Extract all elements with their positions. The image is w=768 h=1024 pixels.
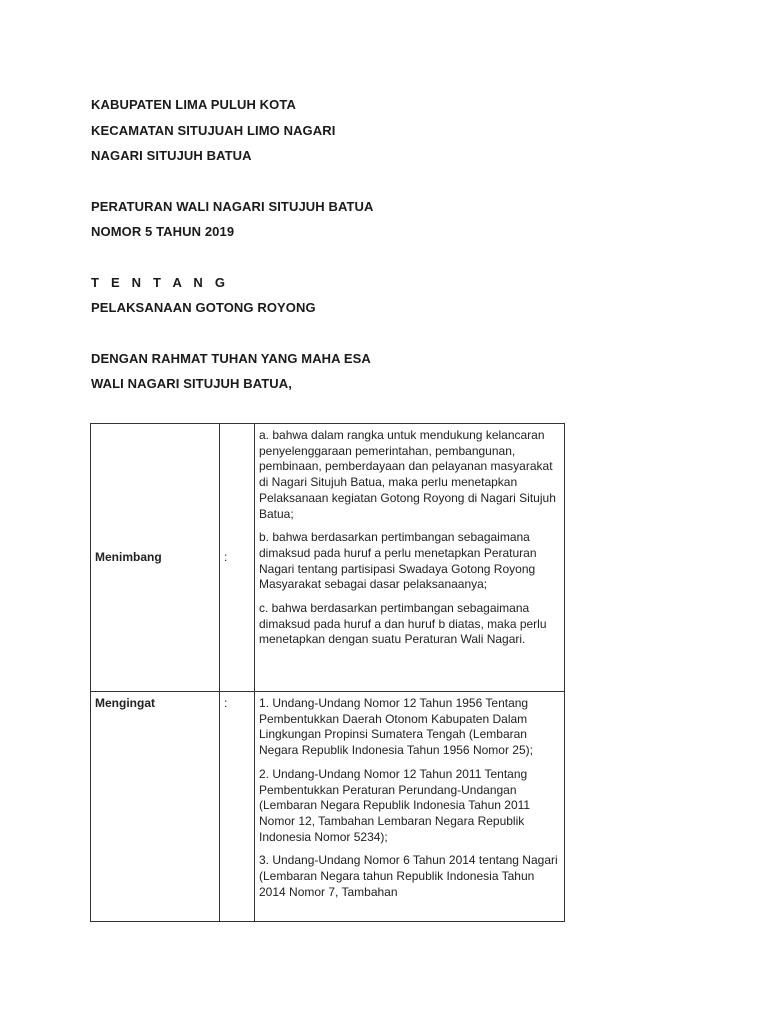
tentang-heading: T E N T A N G <box>91 274 230 290</box>
issuer-line: WALI NAGARI SITUJUH BATUA, <box>91 376 292 391</box>
spacer <box>91 321 651 346</box>
regulation-subject: PELAKSANAAN GOTONG ROYONG <box>91 300 316 315</box>
menimbang-colon: : <box>220 424 255 692</box>
spacer <box>91 169 651 194</box>
menimbang-item-a: a. bahwa dalam rangka untuk mendukung kelancaran penyelenggaraan pemerintahan, pembangunan, pembinaan, pemberdayaan dan pelayanan masyarakat di Nagari Situjuh Batua, maka perlu menetapkan Pelaksanaan kegiatan Gotong Royong di Nagari Situjuh Batua; <box>259 428 556 521</box>
mengingat-item-1: 1. Undang-Undang Nomor 12 Tahun 1956 Tentang Pembentukkan Daerah Otonom Kabupaten Dalam Lingkungan Propinsi Sumatera Tengah (Lembaran Negara Republik Indonesia Tahun 1956 Nomor 25); <box>259 696 533 758</box>
menimbang-label: Menimbang <box>91 424 220 692</box>
regency-name: KABUPATEN LIMA PULUH KOTA <box>91 97 296 112</box>
mengingat-item-2: 2. Undang-Undang Nomor 12 Tahun 2011 Tentang Pembentukkan Peraturan Perundang-Undangan (Lembaran Negara Republik Indonesia Tahun 2011 Nomor 12, Tambahan Lembaran Negara Republik Indonesia Nomor 5234); <box>259 766 531 844</box>
document-header <box>91 92 651 397</box>
nagari-name: NAGARI SITUJUH BATUA <box>91 148 252 163</box>
invocation-line: DENGAN RAHMAT TUHAN YANG MAHA ESA <box>91 350 371 366</box>
table-row-menimbang <box>91 424 565 692</box>
district-name: KECAMATAN SITUJUAH LIMO NAGARI <box>91 122 336 138</box>
regulation-title: PERATURAN WALI NAGARI SITUJUH BATUA <box>91 198 374 214</box>
mengingat-content <box>255 692 565 922</box>
mengingat-label: Mengingat <box>91 692 220 922</box>
mengingat-item-3: 3. Undang-Undang Nomor 6 Tahun 2014 tentang Nagari (Lembaran Negara tahun Republik Indonesia Tahun 2014 Nomor 7, Tambahan <box>259 853 558 899</box>
spacer <box>91 245 651 270</box>
table-row-mengingat <box>91 692 565 922</box>
menimbang-item-c: c. bahwa berdasarkan pertimbangan sebagaimana dimaksud pada huruf a dan huruf b diatas, maka perlu menetapkan dengan suatu Peraturan Wali Nagari. <box>259 601 547 647</box>
menimbang-item-b: b. bahwa berdasarkan pertimbangan sebagaimana dimaksud pada huruf a perlu menetapkan Peraturan Nagari tentang partisipasi Swadaya Gotong Royong Masyarakat sebagai dasar pelaksanaanya; <box>259 530 537 592</box>
menimbang-content <box>255 424 565 692</box>
considerations-table <box>90 423 565 922</box>
regulation-number: NOMOR 5 TAHUN 2019 <box>91 224 235 239</box>
mengingat-colon: : <box>220 692 255 922</box>
